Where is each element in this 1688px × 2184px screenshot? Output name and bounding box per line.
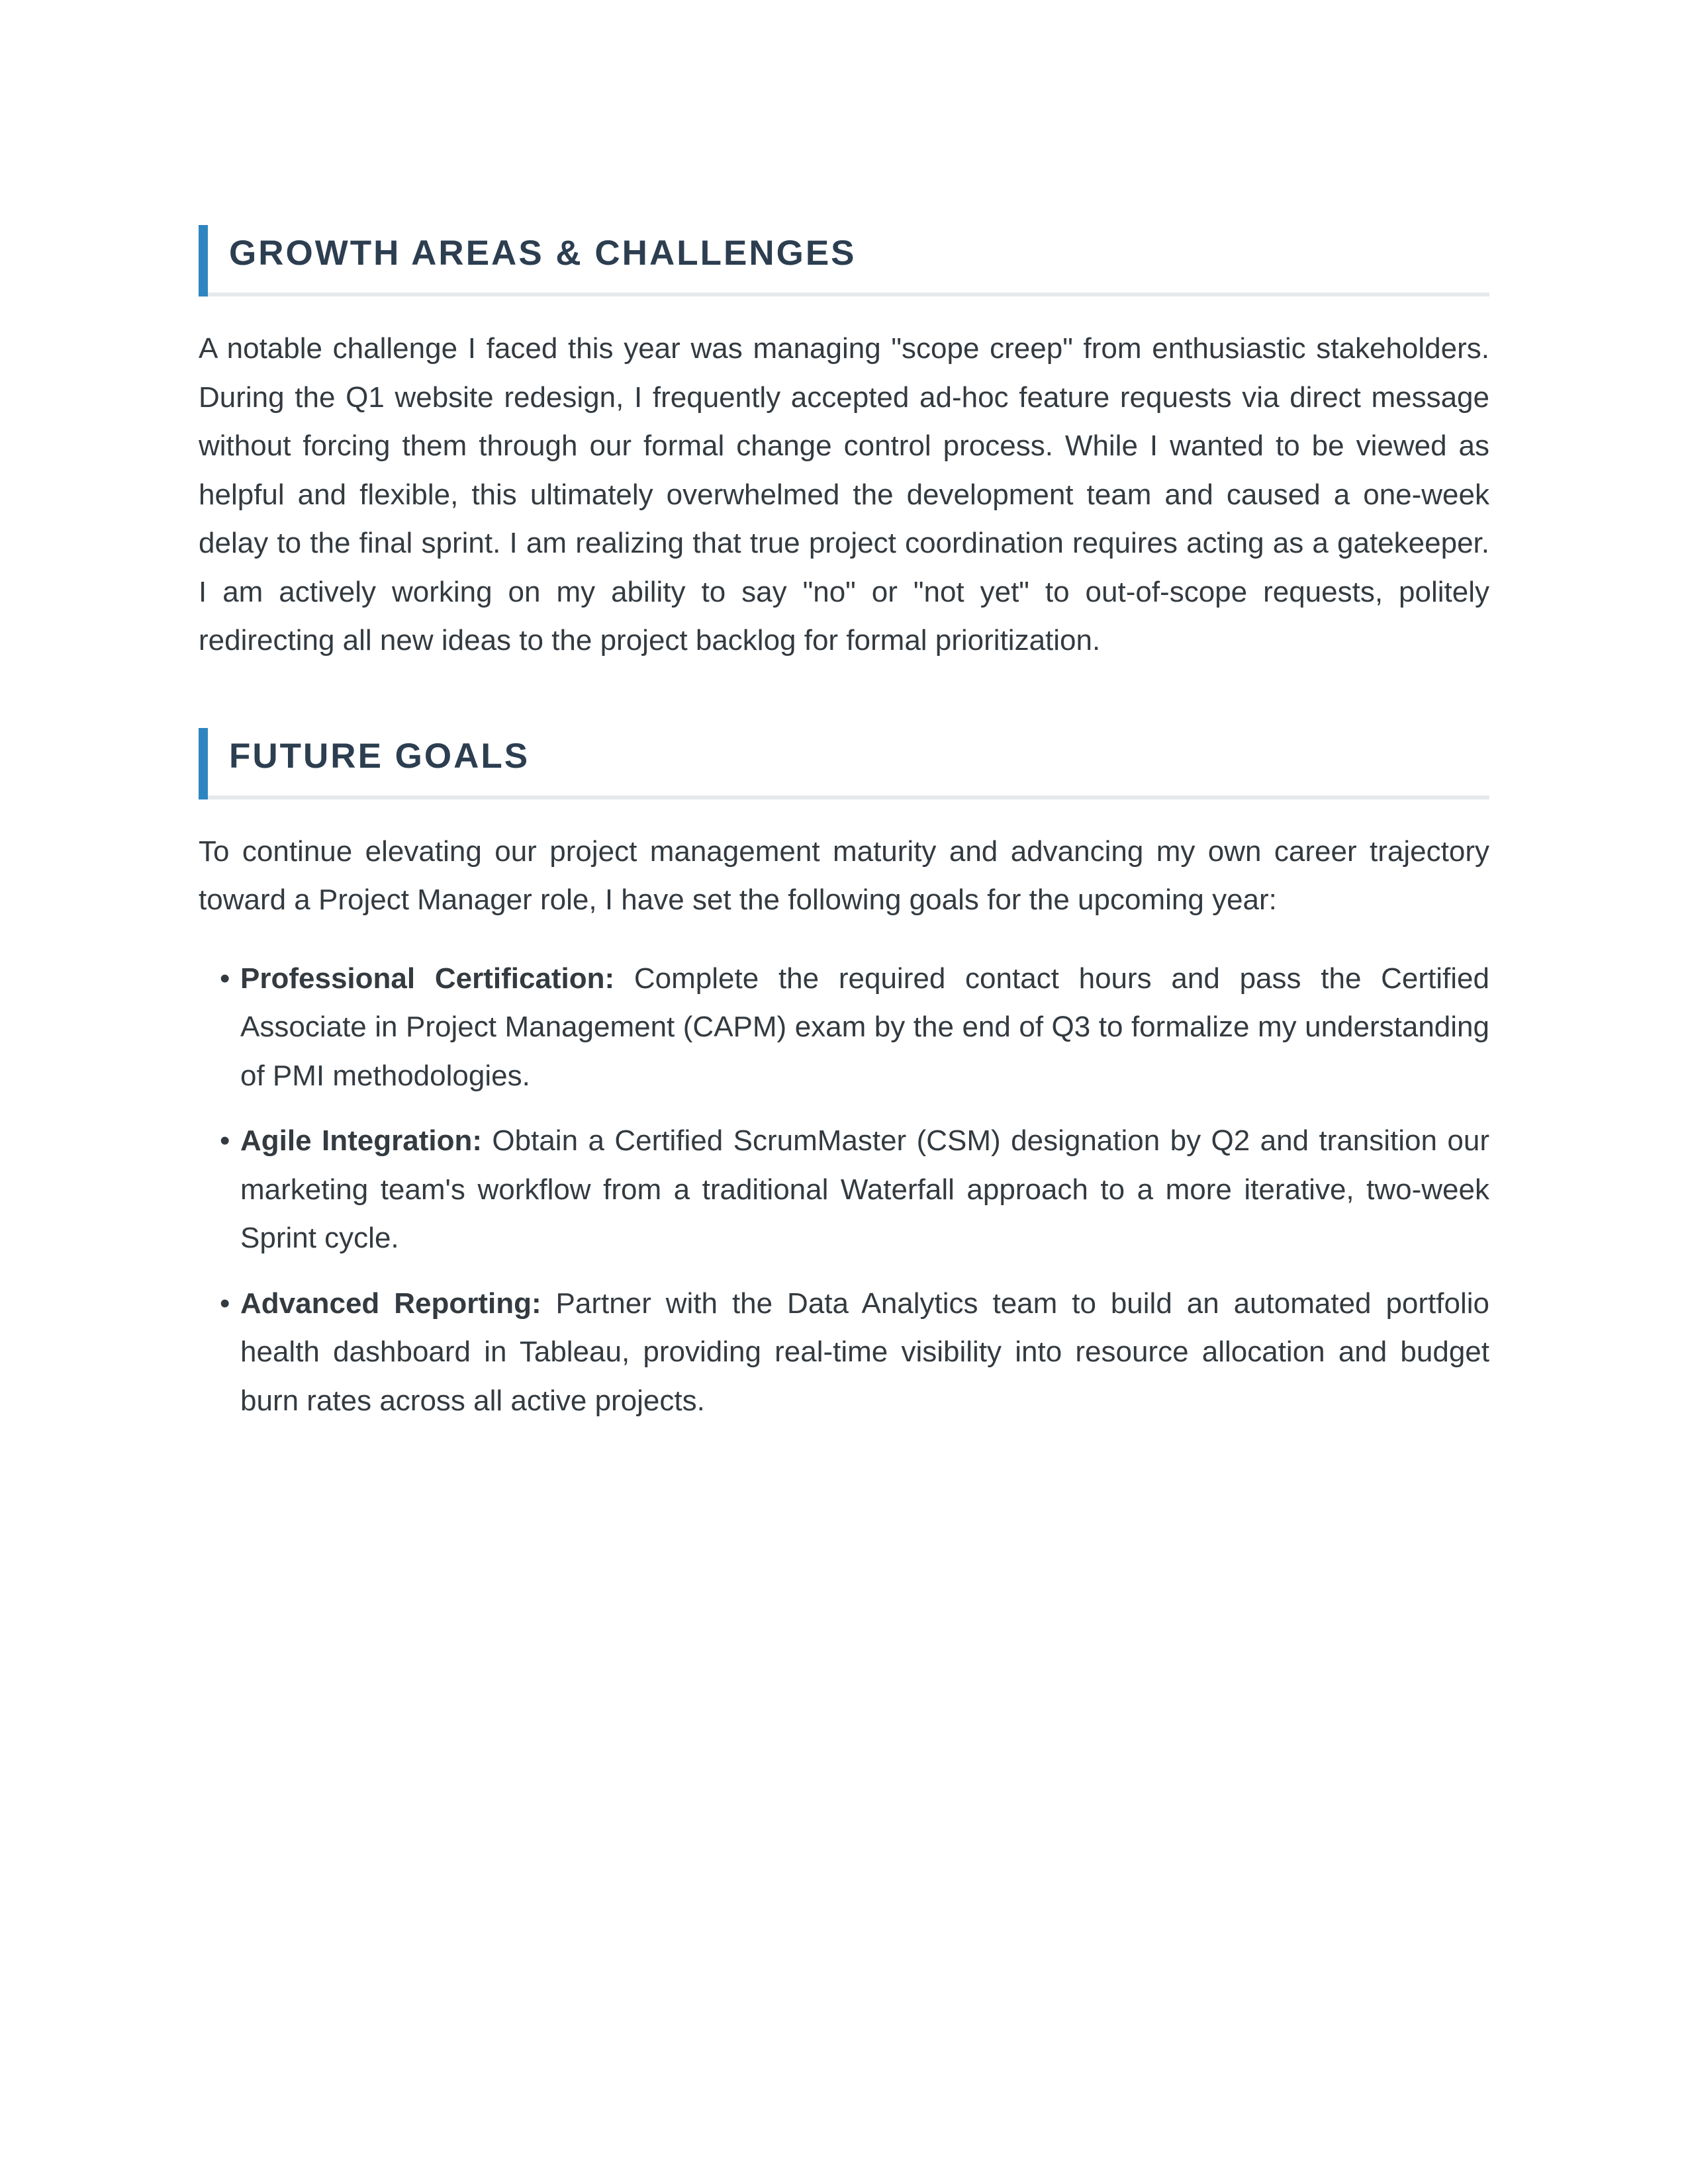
goal-title: Professional Certification: bbox=[240, 962, 615, 995]
goal-description: Partner with the Data Analytics team to build an automated portfolio health dashboard in Tableau, providing real-time visibility into resource allocation and budget burn rates across all active projects. bbox=[240, 1287, 1489, 1417]
goals-list bbox=[199, 954, 1489, 1426]
section-spacer bbox=[199, 665, 1489, 728]
bullet-icon: • bbox=[220, 1124, 230, 1157]
section-heading-future-goals: FUTURE GOALS bbox=[199, 728, 1489, 799]
goal-item-advanced-reporting bbox=[199, 1279, 1489, 1426]
bullet-icon: • bbox=[220, 1287, 230, 1320]
document-page bbox=[199, 225, 1489, 1441]
section-heading-growth-areas: GROWTH AREAS & CHALLENGES bbox=[199, 225, 1489, 296]
goal-description: Complete the required contact hours and pass the Certified Associate in Project Management (CAPM) exam by the end of Q3 to formalize my understanding of PMI methodologies. bbox=[240, 962, 1489, 1092]
goal-title: Agile Integration: bbox=[240, 1124, 482, 1157]
growth-areas-paragraph: A notable challenge I faced this year was managing "scope creep" from enthusiastic stakeholders. During the Q1 website redesign, I frequently accepted ad-hoc feature requests via direct message without forcing them through our formal change control process. While I wanted to be viewed as helpful and flexible, this ultimately overwhelmed the development team and caused a one-week delay to the final sprint. I am realizing that true project coordination requires acting as a gatekeeper. I am actively working on my ability to say "no" or "not yet" to out-of-scope requests, politely redirecting all new ideas to the project backlog for formal prioritization. bbox=[199, 332, 1489, 657]
goal-title: Advanced Reporting: bbox=[240, 1287, 541, 1320]
goal-item-professional-certification bbox=[199, 954, 1489, 1101]
growth-areas-section bbox=[199, 225, 1489, 665]
goal-item-agile-integration bbox=[199, 1116, 1489, 1263]
goal-description: Obtain a Certified ScrumMaster (CSM) designation by Q2 and transition our marketing team's workflow from a traditional Waterfall approach to a more iterative, two-week Sprint cycle. bbox=[240, 1124, 1490, 1254]
future-goals-intro-paragraph: To continue elevating our project management maturity and advancing my own career trajectory toward a Project Manager role, I have set the following goals for the upcoming year: bbox=[199, 835, 1489, 916]
future-goals-section bbox=[199, 728, 1489, 1426]
bullet-icon: • bbox=[220, 962, 230, 995]
